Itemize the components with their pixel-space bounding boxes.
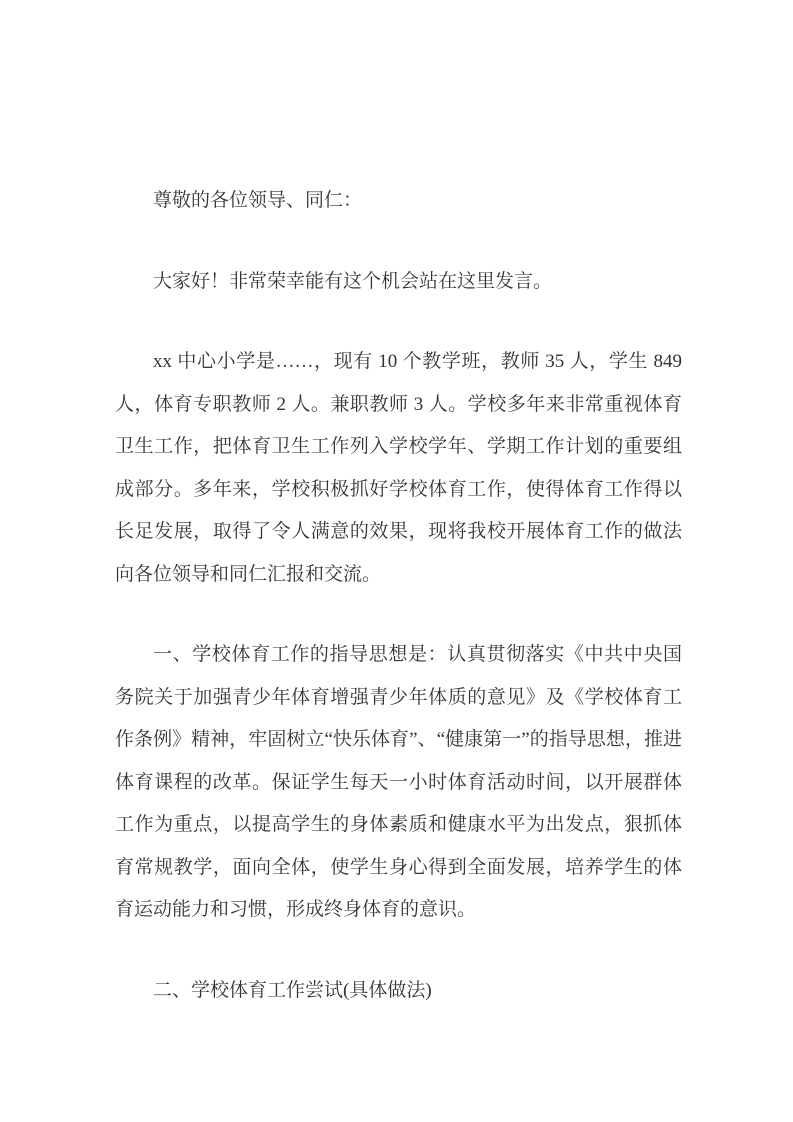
paragraph-section-two-heading: 二、学校体育工作尝试(具体做法) <box>153 979 432 1001</box>
paragraph-salutation: 尊敬的各位领导、同仁： <box>153 190 363 211</box>
document-body <box>115 180 682 1012</box>
paragraph-section-one: 一、学校体育工作的指导思想是：认真贯彻落实《中共中央国务院关于加强青少年体育增强青少年体质的意见》及《学校体育工作条例》精神，牢固树立“快乐体育”、“健康第一”的指导思想，推进体育课程的改革。保证学生每天一小时体育活动时间，以开展群体工作为重点，以提高学生的身体素质和健康水平为出发点，狠抓体育常规教学，面向全体，使学生身心得到全面发展，培养学生的体育运动能力和习惯，形成终身体育的意识。 <box>115 644 682 920</box>
paragraph-greeting: 大家好！非常荣幸能有这个机会站在这里发言。 <box>153 270 553 292</box>
paragraph-school-intro: xx 中心小学是……，现有 10 个教学班，教师 35 人，学生 849 人，体育专职教师 2 人。兼职教师 3 人。学校多年来非常重视体育卫生工作，把体育卫生工作列入学校学年、学期工作计划的重要组成部分。多年来，学校积极抓好学校体育工作，使得体育工作得以长足发展，取得了令人满意的效果，现将我校开展体育工作的做法向各位领导和同仁汇报和交流。 <box>115 351 682 585</box>
